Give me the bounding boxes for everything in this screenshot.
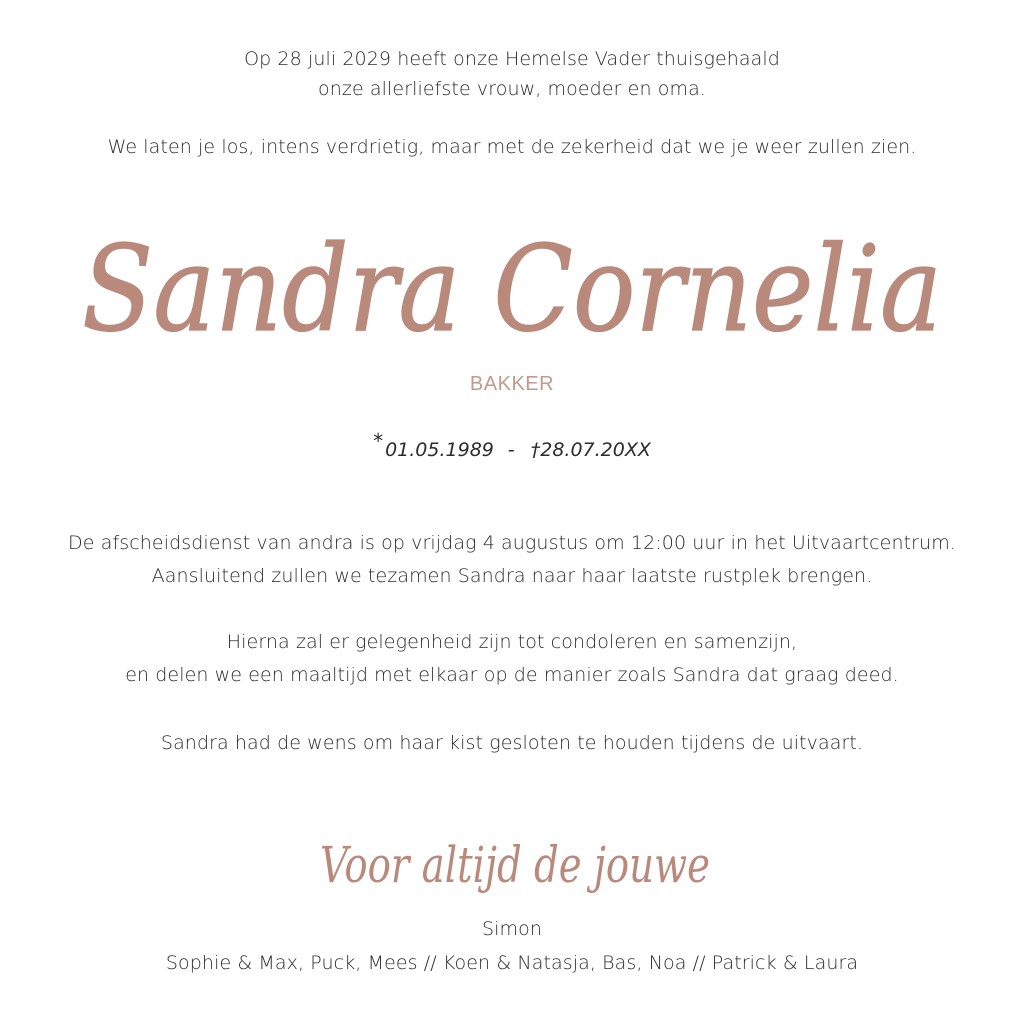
family-names: Sophie & Max, Puck, Mees // Koen & Natasja, Bas, Noa // Patrick & Laura: [165, 952, 859, 974]
closing-phrase: Voor altijd de jouwe: [320, 836, 710, 894]
service-line-2: Aansluitend zullen we tezamen Sandra naar haar laatste rustplek brengen.: [151, 565, 873, 587]
birth-date: 01.05.1989: [385, 439, 494, 461]
deceased-first-names: Sandra Cornelia: [82, 220, 942, 358]
service-line-3: Hierna zal er gelegenheid zijn tot condoleren en samenzijn,: [226, 631, 798, 653]
intro-line-1: Op 28 juli 2029 heeft onze Hemelse Vader thuisgehaald: [244, 48, 780, 70]
intro-line-3: We laten je los, intens verdrietig, maar met de zekerheid dat we je weer zullen zien.: [107, 136, 917, 158]
life-dates: [0, 429, 1024, 463]
deceased-surname: BAKKER: [469, 373, 555, 395]
birth-symbol: *: [373, 429, 384, 453]
service-line-4: en delen we een maaltijd met elkaar op de manier zoals Sandra dat graag deed.: [125, 664, 899, 686]
date-separator: -: [507, 439, 515, 461]
service-line-1: De afscheidsdienst van andra is op vrijdag 4 augustus om 12:00 uur in het Uitvaartcentrum.: [68, 532, 956, 554]
intro-line-2: onze allerliefste vrouw, moeder en oma.: [318, 78, 706, 100]
death-date: †28.07.20XX: [530, 439, 651, 461]
signer-name: Simon: [481, 918, 542, 940]
deceased-name-script: [60, 190, 964, 380]
service-line-5: Sandra had de wens om haar kist gesloten te houden tijdens de uitvaart.: [160, 732, 864, 754]
closing-phrase-script: [300, 826, 730, 922]
